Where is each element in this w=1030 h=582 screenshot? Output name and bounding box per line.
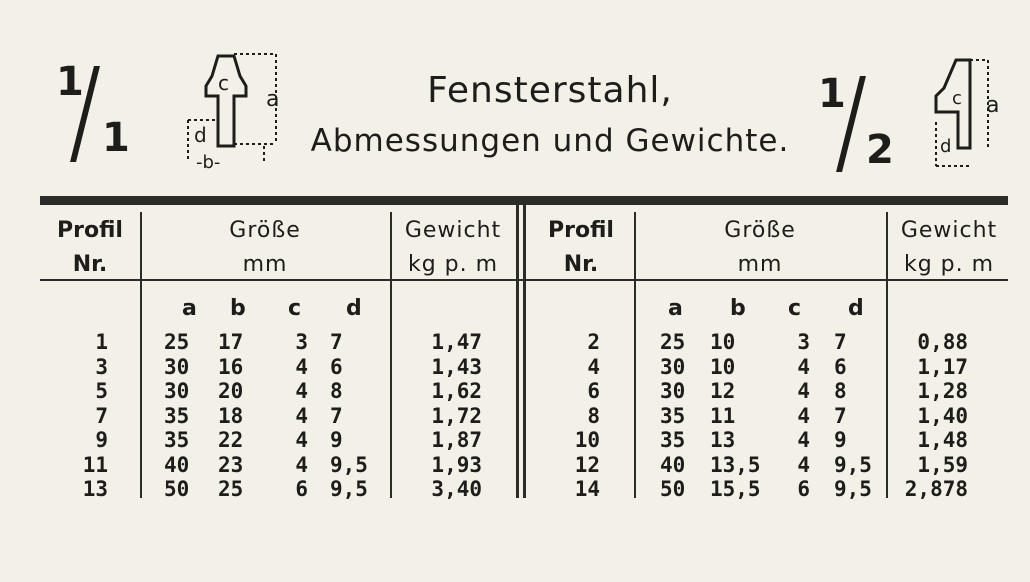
header-groesse-left: [142, 214, 388, 282]
cell-gewicht-left: 1,87: [431, 428, 482, 452]
cell-a-right: 35: [660, 403, 686, 428]
cell-b-left: 17: [218, 330, 244, 354]
cell-d-left: 9,5: [330, 477, 368, 501]
cell-c-left: 6: [295, 477, 308, 501]
cell-gewicht-left: 1,43: [431, 354, 482, 379]
cell-b-right: 10: [710, 330, 736, 354]
header-groesse-line1: Größe: [724, 218, 796, 243]
cell-c-right: 4: [797, 452, 810, 477]
half-diagram-label-c: c: [952, 88, 962, 109]
cell-d-right: 7: [834, 403, 847, 428]
cell-a-left: 50: [164, 477, 190, 501]
sub-label-d-right: d: [848, 296, 864, 321]
cell-d-right: 7: [834, 330, 847, 354]
header-groesse-line2: mm: [242, 252, 288, 277]
cell-a-right: 35: [660, 428, 686, 452]
header-groesse-line2: mm: [737, 252, 783, 277]
cell-gewicht-right: 1,40: [917, 403, 968, 428]
diagram-label-b: -b-: [196, 152, 221, 172]
cell-c-left: 3: [295, 330, 308, 354]
cell-b-right: 15,5: [710, 477, 761, 501]
cell-gewicht-right: 1,17: [917, 354, 968, 379]
cell-b-right: 11: [710, 403, 736, 428]
cell-b-left: 20: [218, 379, 244, 403]
cell-gewicht-left: 3,40: [431, 477, 482, 501]
cell-nr-right: 12: [574, 452, 600, 477]
cell-d-left: 6: [330, 354, 343, 379]
cell-nr-right: 10: [574, 428, 600, 452]
cell-gewicht-right: 0,88: [917, 330, 968, 354]
cell-gewicht-left: 1,62: [431, 379, 482, 403]
cell-b-left: 25: [218, 477, 244, 501]
separator-double-center: [516, 205, 526, 498]
cell-d-right: 9,5: [834, 477, 872, 501]
cell-nr-right: 2: [587, 330, 600, 354]
right-fraction-denominator: 2: [866, 127, 894, 173]
half-diagram-label-a: a: [986, 93, 1000, 118]
title-line-1: Fensterstahl,: [427, 70, 673, 111]
sub-label-b-left: b: [230, 296, 246, 321]
diagram-label-d: d: [194, 123, 207, 147]
cell-nr-left: 1: [95, 330, 108, 354]
header-gewicht-line1: Gewicht: [404, 218, 502, 243]
cell-c-right: 4: [797, 379, 810, 403]
cell-nr-left: 11: [82, 452, 108, 477]
cell-d-left: 9: [330, 428, 343, 452]
cell-nr-right: 8: [587, 403, 600, 428]
cell-d-left: 8: [330, 379, 343, 403]
cell-c-left: 4: [295, 428, 308, 452]
cell-gewicht-left: 1,47: [431, 330, 482, 354]
cell-a-left: 30: [164, 379, 190, 403]
half-window-profile-diagram-icon: [930, 52, 1010, 172]
header-gewicht-right: [888, 214, 1010, 282]
cell-a-right: 30: [660, 354, 686, 379]
header-profil-right: [530, 214, 632, 282]
cell-b-right: 12: [710, 379, 736, 403]
cell-d-right: 9: [834, 428, 847, 452]
cell-c-right: 4: [797, 403, 810, 428]
cell-nr-left: 9: [95, 428, 108, 452]
left-fraction-denominator: 1: [102, 115, 130, 161]
header-profil-line1: Profil: [548, 218, 614, 243]
header-groesse-right: [636, 214, 884, 282]
cell-d-right: 8: [834, 379, 847, 403]
header-profil-left: [42, 214, 138, 282]
cell-nr-left: 13: [82, 477, 108, 501]
page-title: [300, 70, 800, 159]
header-gewicht-line2: kg p. m: [407, 252, 499, 277]
left-fraction-numerator: 1: [56, 59, 84, 105]
cell-b-left: 18: [218, 403, 244, 428]
cell-b-left: 22: [218, 428, 244, 452]
cell-c-right: 4: [797, 428, 810, 452]
cell-b-right: 13,5: [710, 452, 761, 477]
sub-label-a-left: a: [182, 296, 197, 321]
header-gewicht-line2: kg p. m: [903, 252, 995, 277]
cell-c-left: 4: [295, 354, 308, 379]
cell-d-left: 7: [330, 330, 343, 354]
sub-label-d-left: d: [346, 296, 362, 321]
cell-b-right: 10: [710, 354, 736, 379]
cell-a-right: 40: [660, 452, 686, 477]
header-gewicht-left: [392, 214, 514, 282]
diagram-label-c: c: [218, 71, 229, 95]
cell-nr-left: 3: [95, 354, 108, 379]
cell-nr-left: 7: [95, 403, 108, 428]
cell-d-right: 6: [834, 354, 847, 379]
right-fraction-numerator: 1: [818, 71, 846, 117]
header-profil-line2: Nr.: [563, 252, 599, 277]
cell-b-left: 16: [218, 354, 244, 379]
table-top-rule: [40, 196, 1008, 205]
cell-gewicht-right: 1,28: [917, 379, 968, 403]
cell-d-left: 9,5: [330, 452, 368, 477]
cell-c-right: 6: [797, 477, 810, 501]
cell-b-right: 13: [710, 428, 736, 452]
cell-gewicht-right: 1,48: [917, 428, 968, 452]
sub-label-b-right: b: [730, 296, 746, 321]
cell-gewicht-right: 2,878: [904, 477, 968, 501]
cell-nr-right: 4: [587, 354, 600, 379]
cell-nr-right: 14: [574, 477, 600, 501]
cell-c-right: 3: [797, 330, 810, 354]
cell-nr-left: 5: [95, 379, 108, 403]
cell-gewicht-right: 1,59: [917, 452, 968, 477]
cell-c-left: 4: [295, 452, 308, 477]
cell-b-left: 23: [218, 452, 244, 477]
cell-a-left: 40: [164, 452, 190, 477]
cell-a-left: 30: [164, 354, 190, 379]
cell-gewicht-left: 1,93: [431, 452, 482, 477]
cell-c-right: 4: [797, 354, 810, 379]
profile-outline: [206, 56, 246, 146]
sub-label-a-right: a: [668, 296, 683, 321]
cell-gewicht-left: 1,72: [431, 403, 482, 428]
title-line-2: Abmessungen und Gewichte.: [310, 123, 790, 159]
cell-a-left: 25: [164, 330, 190, 354]
diagram-label-a: a: [266, 87, 280, 112]
header-profil-line1: Profil: [57, 218, 123, 243]
cell-a-left: 35: [164, 403, 190, 428]
sub-label-c-left: c: [288, 296, 302, 321]
cell-d-right: 9,5: [834, 452, 872, 477]
cell-a-right: 25: [660, 330, 686, 354]
cell-a-right: 30: [660, 379, 686, 403]
sub-label-c-right: c: [788, 296, 802, 321]
cell-c-left: 4: [295, 379, 308, 403]
cell-a-right: 50: [660, 477, 686, 501]
header-gewicht-line1: Gewicht: [900, 218, 998, 243]
half-diagram-label-d: d: [940, 136, 952, 157]
header-groesse-line1: Größe: [229, 218, 301, 243]
cell-d-left: 7: [330, 403, 343, 428]
header-profil-line2: Nr.: [72, 252, 108, 277]
window-profile-diagram-icon: [182, 50, 292, 172]
cell-nr-right: 6: [587, 379, 600, 403]
cell-a-left: 35: [164, 428, 190, 452]
cell-c-left: 4: [295, 403, 308, 428]
